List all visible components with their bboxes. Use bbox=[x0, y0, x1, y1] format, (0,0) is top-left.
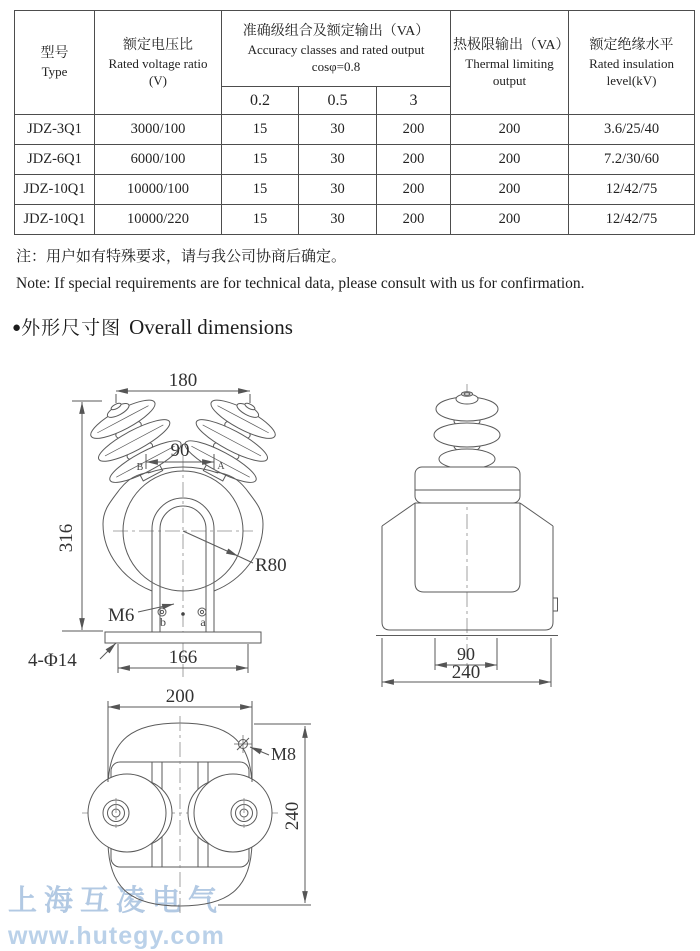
subcol-3: 3 bbox=[377, 87, 451, 115]
body-right-outline bbox=[214, 472, 263, 632]
side-shed-bottom bbox=[439, 449, 495, 469]
hole-label-a: a bbox=[200, 615, 206, 629]
radius-label: R80 bbox=[255, 555, 287, 576]
section-title-cn: 外形尺寸图 bbox=[21, 318, 122, 339]
col-header-thermal: 热极限输出（VA） Thermal limiting output bbox=[451, 11, 569, 115]
note-cn: 注：用户如有特殊要求，请与我公司协商后确定。 bbox=[16, 249, 347, 265]
table-row: JDZ-10Q1 10000/220 15 30 200 200 12/42/75 bbox=[15, 205, 695, 235]
hole-label-b: b bbox=[160, 615, 166, 629]
bullet-icon: ● bbox=[12, 320, 22, 336]
side-body-outline bbox=[382, 526, 553, 630]
subcol-0-5: 0.5 bbox=[299, 87, 377, 115]
top-view-drawing bbox=[82, 686, 311, 913]
dim-316: 316 bbox=[56, 523, 77, 553]
dim-240-top: 240 bbox=[282, 801, 303, 831]
top-left-bushing bbox=[88, 774, 172, 852]
base-plate bbox=[105, 632, 261, 643]
watermark-url: www.hutegy.com bbox=[8, 922, 225, 950]
section-title-en: Overall dimensions bbox=[129, 315, 293, 339]
top-right-bushing bbox=[188, 774, 272, 852]
col-header-type: 型号 Type bbox=[15, 11, 95, 115]
front-view-drawing bbox=[28, 370, 287, 677]
notes-block bbox=[16, 244, 700, 297]
section-heading bbox=[12, 313, 700, 340]
terminal-label-B: B bbox=[136, 462, 144, 473]
right-bushing-insulator bbox=[178, 386, 287, 495]
side-shed-middle bbox=[434, 423, 500, 447]
col-header-accuracy: 准确级组合及额定输出（VA） Accuracy classes and rated output cosφ=0.8 bbox=[222, 11, 451, 87]
side-view-drawing bbox=[376, 384, 558, 687]
mounting-holes-label: 4-Φ14 bbox=[28, 650, 77, 671]
side-inner-panel bbox=[415, 503, 520, 592]
subcol-0-2: 0.2 bbox=[222, 87, 299, 115]
side-top-cap bbox=[415, 467, 520, 503]
watermark-company: 上海互凌电气 bbox=[8, 885, 225, 917]
dim-90-side: 90 bbox=[457, 644, 475, 664]
col-header-insulation: 额定绝缘水平 Rated insulation level(kV) bbox=[569, 11, 695, 115]
note-en: Note: If special requirements are for technical data, please consult with us for confirmation. bbox=[16, 275, 585, 292]
overall-dimensions-drawing bbox=[0, 343, 700, 944]
dim-90-front: 90 bbox=[170, 440, 190, 461]
dim-240-side: 240 bbox=[451, 662, 481, 683]
dim-180: 180 bbox=[168, 370, 198, 391]
screw-label-m8: M8 bbox=[271, 744, 297, 764]
dim-200: 200 bbox=[165, 686, 195, 707]
table-row: JDZ-6Q1 6000/100 15 30 200 200 7.2/30/60 bbox=[15, 145, 695, 175]
table-row: JDZ-3Q1 3000/100 15 30 200 200 3.6/25/40 bbox=[15, 115, 695, 145]
dim-166: 166 bbox=[168, 647, 198, 668]
screw-label-m6: M6 bbox=[108, 605, 135, 626]
terminal-label-A: A bbox=[217, 461, 225, 472]
m8-screw bbox=[234, 735, 296, 764]
col-header-ratio: 额定电压比 Rated voltage ratio (V) bbox=[95, 11, 222, 115]
spec-table bbox=[14, 10, 695, 235]
table-row: JDZ-10Q1 10000/100 15 30 200 200 12/42/75 bbox=[15, 175, 695, 205]
